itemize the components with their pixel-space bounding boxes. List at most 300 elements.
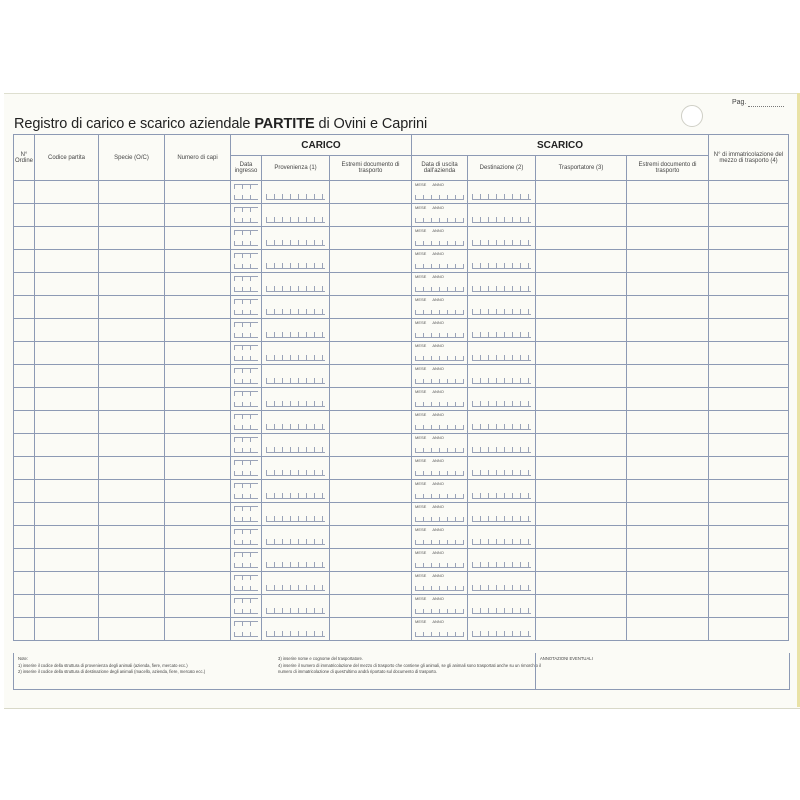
cell-provenienza[interactable] bbox=[262, 388, 330, 411]
cell-destinazione[interactable] bbox=[468, 250, 536, 273]
cell-data-uscita[interactable] bbox=[412, 595, 468, 618]
code-tick-marks bbox=[472, 355, 531, 361]
cell-destinazione[interactable] bbox=[468, 227, 536, 250]
cell-destinazione[interactable] bbox=[468, 503, 536, 526]
cell-specie[interactable] bbox=[99, 572, 165, 595]
cell-estremi-carico[interactable] bbox=[330, 365, 412, 388]
cell-data-uscita[interactable] bbox=[412, 572, 468, 595]
cell-estremi-carico[interactable] bbox=[330, 227, 412, 250]
date-tick-marks bbox=[415, 310, 464, 315]
cell-specie[interactable] bbox=[99, 365, 165, 388]
cell-destinazione[interactable] bbox=[468, 365, 536, 388]
cell-destinazione[interactable] bbox=[468, 480, 536, 503]
cell-specie[interactable] bbox=[99, 342, 165, 365]
cell-immatricolazione[interactable] bbox=[709, 250, 789, 273]
code-tick-marks bbox=[266, 286, 325, 292]
cell-destinazione[interactable] bbox=[468, 526, 536, 549]
cell-trasportatore[interactable] bbox=[536, 365, 627, 388]
cell-estremi-scarico[interactable] bbox=[627, 480, 709, 503]
code-tick-marks bbox=[472, 562, 531, 568]
cell-destinazione[interactable] bbox=[468, 572, 536, 595]
cell-data-uscita[interactable] bbox=[412, 227, 468, 250]
cell-specie[interactable] bbox=[99, 526, 165, 549]
cell-specie[interactable] bbox=[99, 503, 165, 526]
cell-numero-capi[interactable] bbox=[165, 480, 231, 503]
cell-destinazione[interactable] bbox=[468, 204, 536, 227]
cell-codice-partita[interactable] bbox=[35, 181, 99, 204]
cell-data-uscita[interactable] bbox=[412, 526, 468, 549]
cell-data-uscita[interactable] bbox=[412, 296, 468, 319]
cell-specie[interactable] bbox=[99, 181, 165, 204]
cell-data-uscita[interactable] bbox=[412, 549, 468, 572]
cell-specie[interactable] bbox=[99, 388, 165, 411]
cell-n-ordine[interactable] bbox=[14, 342, 35, 365]
cell-provenienza[interactable] bbox=[262, 549, 330, 572]
cell-estremi-scarico[interactable] bbox=[627, 618, 709, 641]
cell-estremi-scarico[interactable] bbox=[627, 227, 709, 250]
anno-label: ANNO bbox=[432, 550, 444, 555]
cell-numero-capi[interactable] bbox=[165, 434, 231, 457]
date-tick-marks bbox=[415, 287, 464, 292]
date-tick-marks bbox=[415, 195, 464, 200]
cell-destinazione[interactable] bbox=[468, 388, 536, 411]
code-tick-marks bbox=[472, 309, 531, 315]
cell-codice-partita[interactable] bbox=[35, 618, 99, 641]
cell-specie[interactable] bbox=[99, 250, 165, 273]
cell-n-ordine[interactable] bbox=[14, 526, 35, 549]
cell-immatricolazione[interactable] bbox=[709, 595, 789, 618]
cell-estremi-scarico[interactable] bbox=[627, 342, 709, 365]
cell-provenienza[interactable] bbox=[262, 273, 330, 296]
cell-provenienza[interactable] bbox=[262, 457, 330, 480]
cell-estremi-scarico[interactable] bbox=[627, 319, 709, 342]
cell-n-ordine[interactable] bbox=[14, 227, 35, 250]
cell-n-ordine[interactable] bbox=[14, 457, 35, 480]
cell-destinazione[interactable] bbox=[468, 181, 536, 204]
cell-data-ingresso[interactable] bbox=[231, 595, 262, 618]
cell-data-uscita[interactable] bbox=[412, 181, 468, 204]
date-tick-marks bbox=[234, 460, 258, 465]
cell-trasportatore[interactable] bbox=[536, 526, 627, 549]
cell-specie[interactable] bbox=[99, 411, 165, 434]
date-tick-marks bbox=[415, 494, 464, 499]
anno-label: ANNO bbox=[432, 573, 444, 578]
cell-immatricolazione[interactable] bbox=[709, 273, 789, 296]
cell-estremi-scarico[interactable] bbox=[627, 181, 709, 204]
cell-codice-partita[interactable] bbox=[35, 411, 99, 434]
date-tick-marks bbox=[234, 276, 258, 281]
mese-label: MESE bbox=[415, 619, 427, 624]
date-tick-marks bbox=[415, 402, 464, 407]
cell-estremi-carico[interactable] bbox=[330, 273, 412, 296]
cell-numero-capi[interactable] bbox=[165, 411, 231, 434]
cell-numero-capi[interactable] bbox=[165, 549, 231, 572]
cell-destinazione[interactable] bbox=[468, 342, 536, 365]
date-tick-marks bbox=[415, 609, 464, 614]
cell-estremi-carico[interactable] bbox=[330, 503, 412, 526]
cell-provenienza[interactable] bbox=[262, 595, 330, 618]
page-number-label: Pag. bbox=[732, 99, 747, 106]
cell-data-ingresso[interactable] bbox=[231, 227, 262, 250]
cell-codice-partita[interactable] bbox=[35, 273, 99, 296]
cell-n-ordine[interactable] bbox=[14, 204, 35, 227]
mese-label: MESE bbox=[415, 228, 427, 233]
cell-estremi-carico[interactable] bbox=[330, 526, 412, 549]
date-tick-marks bbox=[415, 333, 464, 338]
cell-data-uscita[interactable] bbox=[412, 273, 468, 296]
cell-estremi-carico[interactable] bbox=[330, 572, 412, 595]
notes-left bbox=[18, 656, 273, 676]
date-tick-marks bbox=[234, 402, 258, 407]
cell-provenienza[interactable] bbox=[262, 434, 330, 457]
cell-data-ingresso[interactable] bbox=[231, 342, 262, 365]
cell-immatricolazione[interactable] bbox=[709, 549, 789, 572]
cell-codice-partita[interactable] bbox=[35, 296, 99, 319]
cell-data-uscita[interactable] bbox=[412, 618, 468, 641]
cell-specie[interactable] bbox=[99, 480, 165, 503]
cell-numero-capi[interactable] bbox=[165, 273, 231, 296]
cell-data-ingresso[interactable] bbox=[231, 319, 262, 342]
cell-codice-partita[interactable] bbox=[35, 319, 99, 342]
cell-data-uscita[interactable] bbox=[412, 204, 468, 227]
cell-immatricolazione[interactable] bbox=[709, 181, 789, 204]
cell-numero-capi[interactable] bbox=[165, 457, 231, 480]
cell-n-ordine[interactable] bbox=[14, 618, 35, 641]
cell-n-ordine[interactable] bbox=[14, 434, 35, 457]
cell-data-uscita[interactable] bbox=[412, 457, 468, 480]
cell-data-ingresso[interactable] bbox=[231, 181, 262, 204]
cell-data-ingresso[interactable] bbox=[231, 549, 262, 572]
anno-label: ANNO bbox=[432, 343, 444, 348]
cell-provenienza[interactable] bbox=[262, 480, 330, 503]
cell-estremi-carico[interactable] bbox=[330, 204, 412, 227]
cell-immatricolazione[interactable] bbox=[709, 503, 789, 526]
cell-specie[interactable] bbox=[99, 434, 165, 457]
cell-n-ordine[interactable] bbox=[14, 595, 35, 618]
cell-n-ordine[interactable] bbox=[14, 549, 35, 572]
cell-trasportatore[interactable] bbox=[536, 434, 627, 457]
cell-trasportatore[interactable] bbox=[536, 480, 627, 503]
cell-specie[interactable] bbox=[99, 227, 165, 250]
cell-codice-partita[interactable] bbox=[35, 250, 99, 273]
cell-codice-partita[interactable] bbox=[35, 227, 99, 250]
cell-immatricolazione[interactable] bbox=[709, 204, 789, 227]
register-row bbox=[14, 457, 789, 480]
cell-data-ingresso[interactable] bbox=[231, 457, 262, 480]
mese-anno-labels bbox=[415, 435, 450, 440]
cell-trasportatore[interactable] bbox=[536, 388, 627, 411]
cell-estremi-carico[interactable] bbox=[330, 250, 412, 273]
cell-trasportatore[interactable] bbox=[536, 595, 627, 618]
cell-provenienza[interactable] bbox=[262, 411, 330, 434]
cell-estremi-scarico[interactable] bbox=[627, 411, 709, 434]
cell-n-ordine[interactable] bbox=[14, 250, 35, 273]
cell-estremi-carico[interactable] bbox=[330, 480, 412, 503]
cell-data-ingresso[interactable] bbox=[231, 572, 262, 595]
cell-specie[interactable] bbox=[99, 319, 165, 342]
cell-data-uscita[interactable] bbox=[412, 365, 468, 388]
cell-estremi-carico[interactable] bbox=[330, 411, 412, 434]
cell-numero-capi[interactable] bbox=[165, 181, 231, 204]
cell-trasportatore[interactable] bbox=[536, 250, 627, 273]
cell-n-ordine[interactable] bbox=[14, 181, 35, 204]
cell-data-uscita[interactable] bbox=[412, 480, 468, 503]
cell-data-ingresso[interactable] bbox=[231, 618, 262, 641]
mese-label: MESE bbox=[415, 389, 427, 394]
date-tick-marks bbox=[234, 586, 258, 591]
cell-destinazione[interactable] bbox=[468, 273, 536, 296]
cell-estremi-scarico[interactable] bbox=[627, 273, 709, 296]
cell-numero-capi[interactable] bbox=[165, 365, 231, 388]
date-tick-marks bbox=[415, 379, 464, 384]
cell-n-ordine[interactable] bbox=[14, 319, 35, 342]
cell-estremi-scarico[interactable] bbox=[627, 572, 709, 595]
cell-estremi-carico[interactable] bbox=[330, 457, 412, 480]
mese-anno-labels bbox=[415, 527, 450, 532]
page-number-field[interactable] bbox=[748, 106, 784, 107]
cell-provenienza[interactable] bbox=[262, 572, 330, 595]
cell-data-ingresso[interactable] bbox=[231, 250, 262, 273]
cell-codice-partita[interactable] bbox=[35, 434, 99, 457]
cell-destinazione[interactable] bbox=[468, 411, 536, 434]
cell-estremi-scarico[interactable] bbox=[627, 526, 709, 549]
cell-trasportatore[interactable] bbox=[536, 227, 627, 250]
cell-data-uscita[interactable] bbox=[412, 434, 468, 457]
cell-specie[interactable] bbox=[99, 595, 165, 618]
cell-codice-partita[interactable] bbox=[35, 503, 99, 526]
cell-codice-partita[interactable] bbox=[35, 457, 99, 480]
cell-data-uscita[interactable] bbox=[412, 319, 468, 342]
cell-provenienza[interactable] bbox=[262, 618, 330, 641]
cell-estremi-scarico[interactable] bbox=[627, 365, 709, 388]
cell-numero-capi[interactable] bbox=[165, 388, 231, 411]
code-tick-marks bbox=[266, 493, 325, 499]
cell-provenienza[interactable] bbox=[262, 296, 330, 319]
cell-specie[interactable] bbox=[99, 273, 165, 296]
cell-data-ingresso[interactable] bbox=[231, 273, 262, 296]
cell-data-ingresso[interactable] bbox=[231, 526, 262, 549]
anno-label: ANNO bbox=[432, 205, 444, 210]
title-emphasis: PARTITE bbox=[254, 116, 315, 132]
cell-trasportatore[interactable] bbox=[536, 204, 627, 227]
cell-trasportatore[interactable] bbox=[536, 319, 627, 342]
cell-specie[interactable] bbox=[99, 457, 165, 480]
cell-provenienza[interactable] bbox=[262, 250, 330, 273]
cell-numero-capi[interactable] bbox=[165, 595, 231, 618]
cell-estremi-carico[interactable] bbox=[330, 434, 412, 457]
cell-provenienza[interactable] bbox=[262, 319, 330, 342]
annotazioni-box[interactable] bbox=[535, 653, 787, 689]
cell-data-uscita[interactable] bbox=[412, 503, 468, 526]
cell-n-ordine[interactable] bbox=[14, 296, 35, 319]
date-tick-marks bbox=[234, 621, 258, 626]
cell-immatricolazione[interactable] bbox=[709, 296, 789, 319]
date-tick-marks bbox=[415, 218, 464, 223]
cell-codice-partita[interactable] bbox=[35, 480, 99, 503]
cell-immatricolazione[interactable] bbox=[709, 572, 789, 595]
cell-codice-partita[interactable] bbox=[35, 342, 99, 365]
cell-codice-partita[interactable] bbox=[35, 595, 99, 618]
cell-numero-capi[interactable] bbox=[165, 204, 231, 227]
cell-data-uscita[interactable] bbox=[412, 388, 468, 411]
cell-destinazione[interactable] bbox=[468, 296, 536, 319]
code-tick-marks bbox=[472, 631, 531, 637]
cell-immatricolazione[interactable] bbox=[709, 342, 789, 365]
mese-anno-labels bbox=[415, 596, 450, 601]
cell-estremi-scarico[interactable] bbox=[627, 457, 709, 480]
cell-data-uscita[interactable] bbox=[412, 250, 468, 273]
cell-estremi-carico[interactable] bbox=[330, 342, 412, 365]
cell-immatricolazione[interactable] bbox=[709, 480, 789, 503]
register-table bbox=[13, 134, 789, 641]
cell-trasportatore[interactable] bbox=[536, 618, 627, 641]
cell-numero-capi[interactable] bbox=[165, 526, 231, 549]
cell-estremi-carico[interactable] bbox=[330, 595, 412, 618]
cell-estremi-scarico[interactable] bbox=[627, 250, 709, 273]
cell-data-ingresso[interactable] bbox=[231, 480, 262, 503]
cell-data-ingresso[interactable] bbox=[231, 204, 262, 227]
cell-numero-capi[interactable] bbox=[165, 319, 231, 342]
cell-codice-partita[interactable] bbox=[35, 572, 99, 595]
anno-label: ANNO bbox=[432, 527, 444, 532]
cell-estremi-carico[interactable] bbox=[330, 618, 412, 641]
cell-immatricolazione[interactable] bbox=[709, 618, 789, 641]
cell-n-ordine[interactable] bbox=[14, 365, 35, 388]
register-row bbox=[14, 342, 789, 365]
cell-estremi-scarico[interactable] bbox=[627, 204, 709, 227]
mese-anno-labels bbox=[415, 366, 450, 371]
cell-codice-partita[interactable] bbox=[35, 388, 99, 411]
cell-data-ingresso[interactable] bbox=[231, 388, 262, 411]
mese-label: MESE bbox=[415, 573, 427, 578]
cell-numero-capi[interactable] bbox=[165, 250, 231, 273]
date-tick-marks bbox=[234, 632, 258, 637]
cell-n-ordine[interactable] bbox=[14, 503, 35, 526]
cell-trasportatore[interactable] bbox=[536, 342, 627, 365]
cell-trasportatore[interactable] bbox=[536, 503, 627, 526]
cell-destinazione[interactable] bbox=[468, 595, 536, 618]
cell-estremi-scarico[interactable] bbox=[627, 549, 709, 572]
anno-label: ANNO bbox=[432, 619, 444, 624]
register-row bbox=[14, 526, 789, 549]
cell-provenienza[interactable] bbox=[262, 342, 330, 365]
date-tick-marks bbox=[415, 264, 464, 269]
cell-estremi-carico[interactable] bbox=[330, 549, 412, 572]
cell-provenienza[interactable] bbox=[262, 181, 330, 204]
cell-destinazione[interactable] bbox=[468, 457, 536, 480]
code-tick-marks bbox=[266, 194, 325, 200]
cell-numero-capi[interactable] bbox=[165, 342, 231, 365]
header-estremi-carico: Estremi documento di trasporto bbox=[330, 156, 412, 181]
cell-estremi-scarico[interactable] bbox=[627, 388, 709, 411]
cell-estremi-carico[interactable] bbox=[330, 319, 412, 342]
cell-immatricolazione[interactable] bbox=[709, 434, 789, 457]
cell-immatricolazione[interactable] bbox=[709, 319, 789, 342]
cell-immatricolazione[interactable] bbox=[709, 411, 789, 434]
cell-estremi-carico[interactable] bbox=[330, 296, 412, 319]
cell-estremi-scarico[interactable] bbox=[627, 503, 709, 526]
cell-immatricolazione[interactable] bbox=[709, 227, 789, 250]
cell-numero-capi[interactable] bbox=[165, 572, 231, 595]
anno-label: ANNO bbox=[432, 504, 444, 509]
cell-specie[interactable] bbox=[99, 204, 165, 227]
cell-codice-partita[interactable] bbox=[35, 365, 99, 388]
cell-data-ingresso[interactable] bbox=[231, 296, 262, 319]
cell-trasportatore[interactable] bbox=[536, 181, 627, 204]
cell-trasportatore[interactable] bbox=[536, 411, 627, 434]
mese-label: MESE bbox=[415, 435, 427, 440]
cell-provenienza[interactable] bbox=[262, 503, 330, 526]
cell-data-ingresso[interactable] bbox=[231, 434, 262, 457]
cell-data-uscita[interactable] bbox=[412, 411, 468, 434]
cell-numero-capi[interactable] bbox=[165, 618, 231, 641]
cell-estremi-scarico[interactable] bbox=[627, 434, 709, 457]
cell-provenienza[interactable] bbox=[262, 227, 330, 250]
note-1: 1) inserire il codice della struttura di provenienza degli animali (azienda, fiere, mercato ecc.) bbox=[18, 662, 188, 668]
cell-immatricolazione[interactable] bbox=[709, 388, 789, 411]
header-numero-capi: Numero di capi bbox=[165, 135, 231, 181]
cell-numero-capi[interactable] bbox=[165, 503, 231, 526]
cell-codice-partita[interactable] bbox=[35, 204, 99, 227]
mese-label: MESE bbox=[415, 251, 427, 256]
cell-trasportatore[interactable] bbox=[536, 549, 627, 572]
cell-specie[interactable] bbox=[99, 549, 165, 572]
date-tick-marks bbox=[415, 448, 464, 453]
header-immatricolazione: N° di immatricolazione del mezzo di trasporto (4) bbox=[709, 135, 789, 181]
cell-estremi-scarico[interactable] bbox=[627, 595, 709, 618]
cell-numero-capi[interactable] bbox=[165, 296, 231, 319]
mese-anno-labels bbox=[415, 343, 450, 348]
cell-n-ordine[interactable] bbox=[14, 480, 35, 503]
cell-data-ingresso[interactable] bbox=[231, 503, 262, 526]
cell-provenienza[interactable] bbox=[262, 365, 330, 388]
cell-immatricolazione[interactable] bbox=[709, 365, 789, 388]
cell-n-ordine[interactable] bbox=[14, 388, 35, 411]
cell-estremi-scarico[interactable] bbox=[627, 296, 709, 319]
cell-specie[interactable] bbox=[99, 618, 165, 641]
cell-data-ingresso[interactable] bbox=[231, 411, 262, 434]
cell-provenienza[interactable] bbox=[262, 204, 330, 227]
cell-provenienza[interactable] bbox=[262, 526, 330, 549]
cell-trasportatore[interactable] bbox=[536, 296, 627, 319]
cell-data-ingresso[interactable] bbox=[231, 365, 262, 388]
cell-n-ordine[interactable] bbox=[14, 273, 35, 296]
code-tick-marks bbox=[266, 332, 325, 338]
cell-immatricolazione[interactable] bbox=[709, 457, 789, 480]
code-tick-marks bbox=[472, 585, 531, 591]
cell-destinazione[interactable] bbox=[468, 319, 536, 342]
cell-destinazione[interactable] bbox=[468, 618, 536, 641]
cell-immatricolazione[interactable] bbox=[709, 526, 789, 549]
cell-trasportatore[interactable] bbox=[536, 273, 627, 296]
cell-data-uscita[interactable] bbox=[412, 342, 468, 365]
code-tick-marks bbox=[266, 424, 325, 430]
cell-destinazione[interactable] bbox=[468, 549, 536, 572]
cell-trasportatore[interactable] bbox=[536, 457, 627, 480]
register-row bbox=[14, 273, 789, 296]
cell-estremi-carico[interactable] bbox=[330, 388, 412, 411]
cell-destinazione[interactable] bbox=[468, 434, 536, 457]
cell-specie[interactable] bbox=[99, 296, 165, 319]
cell-trasportatore[interactable] bbox=[536, 572, 627, 595]
cell-n-ordine[interactable] bbox=[14, 411, 35, 434]
cell-estremi-carico[interactable] bbox=[330, 181, 412, 204]
cell-n-ordine[interactable] bbox=[14, 572, 35, 595]
register-row bbox=[14, 503, 789, 526]
cell-codice-partita[interactable] bbox=[35, 549, 99, 572]
cell-codice-partita[interactable] bbox=[35, 526, 99, 549]
cell-numero-capi[interactable] bbox=[165, 227, 231, 250]
